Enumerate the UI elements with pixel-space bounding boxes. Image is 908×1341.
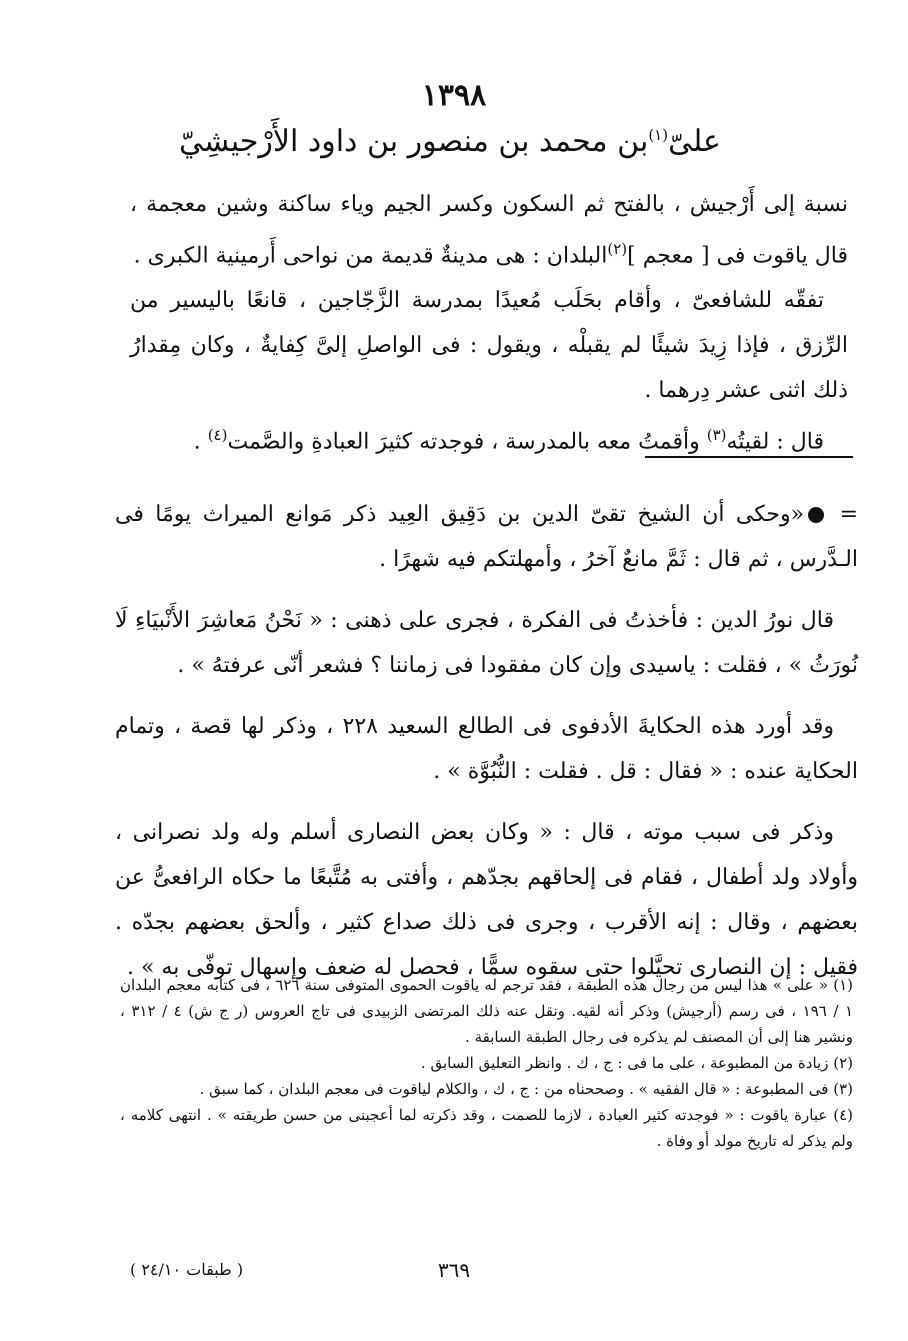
footnote-2: (٢) زيادة من المطبوعة ، على ما فى : ج ، ك . وانظر التعليق السابق . [420,1054,853,1072]
bio-p3-text-c: . [193,429,208,455]
bio-p1-text-a: نسبة إلى أَرْجيش ، بالفتح ثم السكون وكسر الجيم وياء ساكنة وشين معجمة ، قال ياقوت فى [ معجم ] [130,192,848,269]
entry-number: ١٣٩٨ [421,78,487,113]
cont-paragraph-4: وذكر فى سبب موته ، قال : « وكان بعض النصارى أسلم وله ولد نصرانى ، وأولاد ولد أطفال ، فقام فى إلحاقهم بجدّهم ، وأفتى به مُتَّبعًا ما حكاه الرافعىُّ عن بعضهم ، وقال : إنه الأقرب ، وجرى فى ذلك صداع كثير ، وألحق بعضهم بجدّه . فقيل : إن النصارى تحيَّلوا حتى سقوه سمًّا ، فحصل له ضعف وإسهال توفّى به » . [115,820,858,980]
signature-mark: ( طبقات ٢٤/١٠ ) [130,1260,244,1279]
continuation-mark: = [839,502,858,527]
footnote-1: (١) « على » هذا ليس من رجال هذه الطبقة ، فقد ترجم له ياقوت الحموى المتوفى سنة ٦٢٦ ، فى كتابه معجم البلدان ١ / ١٩٦ ، فى رسم (أرجيش) وذكر أنه لقيه. ونقل عنه ذلك المرتضى الزبيدى فى تاج العروس (ر ج ش) ٤ / ٣١٢ ، ونشير هنا إلى أن المصنف لم يذكره فى رجال الطبقة السابقة . [120,976,854,1046]
continuation-section [115,492,858,1006]
bio-footnote-ref-3: (٣) [706,426,727,445]
bio-paragraph-2: تفقّه للشافعىّ ، وأقام بحَلَب مُعيدًا بمدرسة الزَّجّاجين ، قانعًا باليسير من الرِّزق ، فإذا زِيدَ شيئًا لم يقبلْه ، ويقول : فى الواصلِ إلىَّ كِفايةٌ ، وكان مِقدارُ ذلك اثنى عشر دِرهما . [130,288,848,404]
entry-title [100,124,800,159]
bio-footnote-ref-2: (٢) [607,240,628,258]
cont-paragraph-2: قال نورُ الدين : فأخذتُ فى الفكرة ، فجرى على ذهنى : « نَحْنُ مَعاشِرَ الأَنْبيَاءِ لَا نُورَثُ » ، فقلت : ياسيدى وإن كان مفقودا فى زماننا ؟ فشعر أنّى عرفتهُ » . [115,608,858,678]
bio-footnote-ref-4: (٤) [207,426,228,445]
cont-paragraph-3: وقد أورد هذه الحكايةَ الأدفوى فى الطالع السعيد ٢٢٨ ، وذكر لها قصة ، وتمام الحكاية عنده : « فقال : قل . فقلت : النُّبُوَّة » . [115,714,858,784]
cont-p1-text: «وحكى أن الشيخ تقىّ الدين بن دَقِيق العِيد ذكر مَوانع الميراث يومًا فى الـدَّرس ، ثم قال : ثَمَّ مانعٌ آخرُ ، وأمهلتكم فيه شهرًا . [115,502,858,572]
bio-p3-text-b: وأقمتُ معه بالمدرسة ، فوجدته كثيرَ العبادةِ والصَّمت [227,429,707,455]
footnote-3: (٣) فى المطبوعة : « قال الفقيه » . وصححناه من : ج ، ك ، والكلام لياقوت فى معجم البلدان ، كما سبق . [199,1080,853,1098]
bullet-dot-icon [808,507,824,523]
page-number: ٣٦٩ [437,1258,471,1282]
bio-p3-text-a: قال : لقيتُه [726,429,824,455]
title-footnote-ref: (١) [648,126,669,144]
footnotes-section [120,972,853,1154]
bio-paragraph-1 [130,182,848,278]
section-separator [645,456,853,458]
footnote-4: (٤) عبارة ياقوت : « فوجدته كثير العبادة ، لازما للصمت ، وقد ذكرته لما أعجبنى من حسن طريقته » . انتهى كلامه ، ولم يذكر له تاريخ مولد أو وفاة . [120,1106,853,1150]
cont-paragraph-1 [115,492,858,582]
title-name: علىّ [668,124,721,159]
bio-p1-text-b: البلدان : هى مدينةٌ قديمة من نواحى أَرمينية الكبرى . [133,243,608,269]
biography-section [130,182,848,465]
title-rest: بن محمد بن منصور بن داود الأَرْجيشِيّ [179,124,649,159]
